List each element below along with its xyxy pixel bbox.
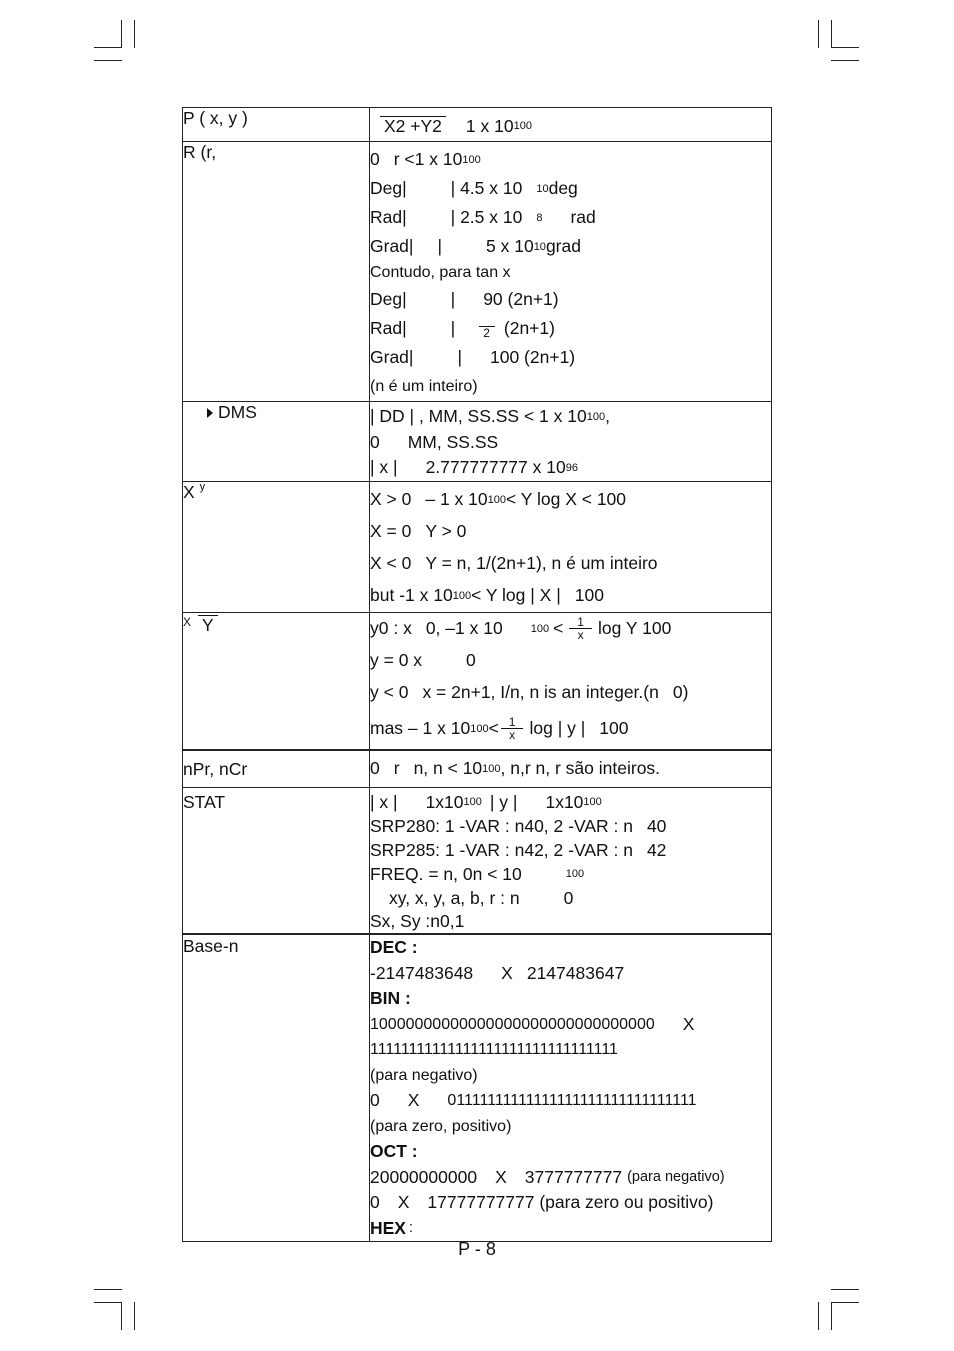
range-text: SRP285: 1 -VAR : n42, 2 -VAR : n (370, 839, 633, 860)
crop-mark (831, 60, 859, 61)
range-text: -2147483648 (370, 962, 474, 983)
section-heading: DEC : (370, 937, 418, 958)
range-text: y < 0 (370, 682, 409, 702)
range-line (370, 1165, 771, 1191)
function-cell (183, 402, 370, 482)
crop-mark (831, 1302, 859, 1303)
range-text: r (393, 758, 400, 778)
function-name: X (183, 614, 192, 629)
range-line (370, 1114, 771, 1140)
function-name: Base-n (183, 936, 239, 956)
range-text: xy, x, y, a, b, r : n (389, 887, 520, 908)
range-line (370, 814, 771, 838)
range-line: 0 r n, n < 10 100 , n,r n, r são inteiros. (370, 758, 661, 778)
range-text: log | y | (529, 718, 586, 738)
range-text: < Y log | X | (471, 585, 561, 605)
range-text: | (450, 318, 456, 338)
range-text: Sx, Sy :n0,1 (370, 910, 465, 931)
range-line (370, 1216, 771, 1242)
range-text: 17777777777 (para zero ou positivo) (427, 1192, 714, 1213)
range-line: y0 : x 0, –1 x 10 100 < $\frac{1}{x}$ log Y 100 (370, 615, 672, 642)
range-text: | 4.5 x 10 (450, 178, 523, 198)
table-row (183, 788, 772, 935)
range-text: , (605, 406, 610, 427)
range-line: 0 r <1 x 10 100 (370, 149, 481, 169)
range-text: 0 (466, 650, 476, 670)
range-text: (para negativo) (370, 1066, 478, 1084)
crop-mark (121, 1302, 122, 1330)
range-text: 40 (646, 815, 667, 836)
range-text: log Y 100 (597, 618, 672, 638)
function-name: X (183, 481, 195, 502)
range-text: mas – 1 x 10 (370, 718, 471, 738)
range-text: : (408, 1219, 414, 1236)
range-text: 1x10 (425, 791, 464, 812)
range-text: (2n+1) (503, 318, 555, 338)
range-text: 100 (574, 585, 604, 605)
range-text: X (682, 1013, 695, 1034)
range-text: 0, –1 x 10 (425, 618, 503, 638)
range-text: grad (545, 236, 581, 256)
range-text: 0 (370, 758, 380, 778)
function-name: nPr, nCr (183, 758, 248, 779)
crop-mark (831, 20, 832, 48)
range-text: X < 0 (370, 553, 412, 573)
section-heading: HEX (370, 1217, 406, 1238)
fraction (569, 616, 592, 641)
range-text: 11111111111111111111111111111111 (370, 1041, 618, 1059)
function-cell (183, 108, 370, 142)
range-text: | DD | , MM, SS.SS < 1 x 10 (370, 406, 587, 427)
range-line (370, 1037, 771, 1063)
crop-mark (134, 1302, 135, 1330)
range-text: 90 (2n+1) (483, 289, 559, 309)
range-cell (370, 481, 772, 612)
range-line (370, 986, 771, 1012)
range-line: FREQ. = n, 0n < 10 100 (370, 863, 585, 884)
range-cell (370, 402, 772, 482)
fraction-denominator: x (577, 628, 584, 642)
range-line (370, 548, 771, 580)
range-text: Y > 0 (425, 521, 467, 541)
range-text: but -1 x 10 (370, 585, 453, 605)
range-line (370, 935, 771, 961)
fraction-denominator: 2 (483, 325, 490, 340)
fraction-numerator: 1 (501, 716, 524, 729)
range-text: , n,r n, r são inteiros. (500, 758, 661, 778)
section-heading: OCT : (370, 1141, 418, 1162)
range-text: rad (570, 207, 596, 227)
range-line (370, 261, 771, 285)
range-cell (370, 750, 772, 788)
range-line (370, 1012, 771, 1038)
range-text: 1 x 10 (465, 115, 514, 136)
range-text: X (501, 962, 513, 983)
range-text: y = 0 x (370, 650, 423, 670)
range-line (370, 343, 771, 372)
range-text: y0 : x (370, 618, 412, 638)
range-line (370, 1063, 771, 1089)
range-text: (n é um inteiro) (370, 377, 478, 395)
range-line (370, 961, 771, 987)
range-text: Grad| (370, 347, 414, 367)
function-cell (183, 788, 370, 935)
range-text: (para zero, positivo) (370, 1117, 512, 1135)
range-text: | 2.5 x 10 (450, 207, 523, 227)
crop-mark (94, 1289, 122, 1290)
range-line: | DD | , MM, SS.SS < 1 x 10 100 , (370, 406, 610, 427)
function-cell (183, 612, 370, 750)
function-name: P ( x, y ) (183, 108, 248, 128)
range-text: – 1 x 10 (425, 489, 488, 509)
range-text: Grad| (370, 236, 414, 256)
table-row (183, 142, 772, 402)
range-line: Grad| | 5 x 10 10 grad (370, 236, 581, 256)
crop-mark (818, 1302, 819, 1330)
table-row (183, 481, 772, 612)
range-text: deg (548, 178, 578, 198)
range-line: mas – 1 x 10 100 < $\frac{1}{x}$ log | y | 100 (370, 715, 629, 742)
fraction (501, 716, 524, 741)
range-text: < (488, 718, 499, 738)
range-text: | (457, 347, 462, 367)
range-text: | x | (370, 791, 398, 812)
range-line (370, 886, 771, 910)
range-line (370, 838, 771, 862)
range-line: | x | 2.777777777 x 10 96 (370, 457, 578, 478)
range-line (370, 645, 771, 677)
range-text: X > 0 (370, 489, 412, 509)
range-text: < Y log X < 100 (506, 489, 627, 509)
range-text: X = 0 (370, 521, 412, 541)
range-text: 0 (370, 1090, 380, 1111)
fraction-numerator: 1 (569, 616, 592, 629)
range-text: (para negativo) (627, 1168, 725, 1185)
sqrt-expression: Y (198, 615, 218, 635)
range-text: n, n < 10 (413, 758, 483, 778)
range-text: | y | (489, 791, 518, 812)
range-text: < (553, 618, 564, 638)
range-line: | x | 1x10 100 | y | 1x10 100 (370, 791, 602, 812)
range-cell (370, 142, 772, 402)
range-text: 1x10 (545, 791, 584, 812)
crop-mark (134, 20, 135, 48)
range-text: r <1 x 10 (393, 149, 463, 169)
range-cell (370, 108, 772, 142)
range-line (370, 430, 771, 456)
crop-mark (831, 1302, 832, 1330)
range-text: 3777777777 (524, 1166, 623, 1187)
table-row (183, 934, 772, 1242)
triangle-right-icon (207, 408, 213, 418)
range-text: x = 2n+1, I/n, n is an integer.(n (422, 682, 659, 702)
range-text: 10000000000000000000000000000000 (370, 1015, 655, 1033)
section-heading: BIN : (370, 988, 411, 1009)
range-text: 5 x 10 (486, 236, 534, 256)
range-text: FREQ. = n, 0n < 10 (370, 863, 522, 884)
function-name: DMS (218, 402, 257, 422)
range-line (370, 1190, 771, 1216)
range-text: 42 (646, 839, 667, 860)
range-line (370, 1088, 771, 1114)
range-cell (370, 788, 772, 935)
function-range-table (182, 107, 772, 1242)
range-text: Y = n, 1/(2n+1), n é um inteiro (425, 553, 658, 573)
range-line (370, 516, 771, 548)
function-cell (183, 934, 370, 1242)
function-cell (183, 481, 370, 612)
range-text: X (495, 1166, 507, 1187)
range-text: MM, SS.SS (407, 431, 499, 452)
range-text: | (437, 236, 442, 256)
range-text: Contudo, para tan x (370, 264, 511, 282)
range-line (370, 285, 771, 314)
range-cell (370, 612, 772, 750)
range-text: 2147483647 (526, 962, 625, 983)
range-text: Rad| (370, 318, 407, 338)
crop-mark (831, 1289, 859, 1290)
function-cell (183, 142, 370, 402)
range-line (370, 314, 771, 343)
function-name: R (r, (183, 142, 217, 162)
range-text: 100 (599, 718, 629, 738)
crop-mark (818, 20, 819, 48)
range-line (370, 1139, 771, 1165)
range-line (370, 372, 771, 401)
table-row (183, 402, 772, 482)
crop-mark (94, 1302, 122, 1303)
sqrt-expression: X2 +Y2 (380, 116, 446, 136)
range-line: Deg| | 4.5 x 10 10 deg (370, 178, 578, 198)
crop-mark (94, 60, 122, 61)
range-line: X2 +Y2 1 x 10 100 (370, 114, 771, 138)
table-row (183, 612, 772, 750)
range-text: X (407, 1090, 420, 1111)
range-text: | (450, 289, 456, 309)
range-line: Rad| | 2.5 x 10 8 rad (370, 207, 596, 227)
range-text: 0 (370, 431, 380, 452)
function-cell (183, 750, 370, 788)
range-cell (370, 934, 772, 1242)
range-text: SRP280: 1 -VAR : n40, 2 -VAR : n (370, 815, 633, 836)
crop-mark (121, 20, 122, 48)
crop-mark (94, 47, 122, 48)
fraction-denominator: x (509, 728, 516, 742)
range-text: 0) (672, 682, 689, 702)
range-line (370, 910, 771, 932)
crop-mark (831, 47, 859, 48)
range-text: Rad| (370, 207, 407, 227)
range-text: 0 (563, 887, 574, 908)
range-line (370, 677, 771, 709)
page-number: P - 8 (458, 1239, 496, 1259)
range-text: Deg| (370, 289, 407, 309)
exponent: y (199, 480, 206, 493)
range-text: | x | (370, 457, 398, 478)
table-row (183, 108, 772, 142)
range-text: Deg| (370, 178, 407, 198)
range-line: X > 0 – 1 x 10 100 < Y log X < 100 (370, 489, 627, 509)
range-text: X (397, 1192, 410, 1213)
range-text: 100 (2n+1) (490, 347, 576, 367)
range-text: 20000000000 (370, 1166, 478, 1187)
range-text: 2.777777777 x 10 (425, 457, 566, 478)
range-text: 01111111111111111111111111111111 (447, 1092, 697, 1110)
range-line: but -1 x 10 100 < Y log | X | 100 (370, 585, 604, 605)
table-row (183, 750, 772, 788)
fraction (475, 319, 498, 339)
range-text: 0 (370, 1192, 380, 1213)
range-text: 0 (370, 149, 380, 169)
function-name: STAT (183, 792, 226, 812)
